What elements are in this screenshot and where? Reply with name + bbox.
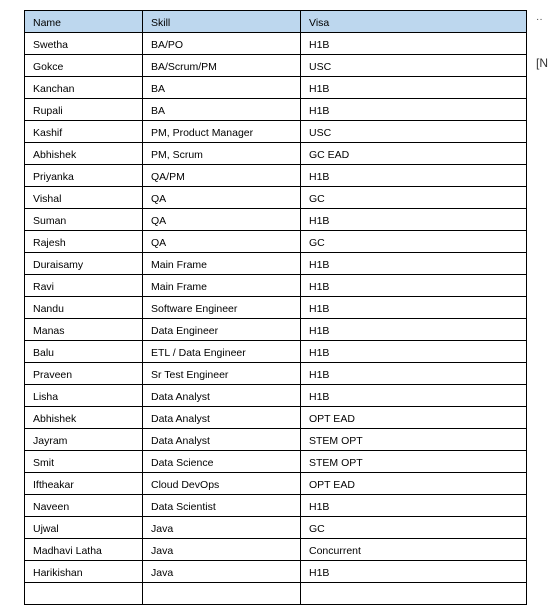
cell-visa: H1B [301, 275, 527, 297]
cell-skill: QA [143, 231, 301, 253]
table-row [25, 121, 527, 143]
cell-name: Manas [25, 319, 143, 341]
table-row [25, 451, 527, 473]
cell-visa: H1B [301, 165, 527, 187]
cell-visa: H1B [301, 319, 527, 341]
cell-skill: Data Analyst [143, 407, 301, 429]
column-header-name: Name [25, 11, 143, 33]
cell-name: Harikishan [25, 561, 143, 583]
cell-name: Ujwal [25, 517, 143, 539]
cell-name: Nandu [25, 297, 143, 319]
table-row [25, 341, 527, 363]
cell-name: Rupali [25, 99, 143, 121]
column-header-visa: Visa [301, 11, 527, 33]
cell-name: Kashif [25, 121, 143, 143]
table-row [25, 385, 527, 407]
cell-name: Rajesh [25, 231, 143, 253]
cell-skill: BA [143, 77, 301, 99]
cell-skill: QA [143, 187, 301, 209]
cell-visa: H1B [301, 561, 527, 583]
table-row [25, 55, 527, 77]
cell-skill: BA [143, 99, 301, 121]
cell-skill: Java [143, 539, 301, 561]
cell-name: Priyanka [25, 165, 143, 187]
cell-skill: Data Science [143, 451, 301, 473]
cell-visa: H1B [301, 363, 527, 385]
table-row [25, 253, 527, 275]
cell-visa: H1B [301, 341, 527, 363]
cell-visa: H1B [301, 99, 527, 121]
cell-visa: OPT EAD [301, 407, 527, 429]
cell-skill: BA/PO [143, 33, 301, 55]
cell-name: Swetha [25, 33, 143, 55]
cell-skill: QA [143, 209, 301, 231]
cell-visa: USC [301, 121, 527, 143]
cell-visa: GC [301, 231, 527, 253]
cell-visa: GC EAD [301, 143, 527, 165]
cell-visa: H1B [301, 33, 527, 55]
cell-skill: Data Analyst [143, 429, 301, 451]
cell-skill: Cloud DevOps [143, 473, 301, 495]
cell-skill: Sr Test Engineer [143, 363, 301, 385]
table-row [25, 187, 527, 209]
cell-name: Vishal [25, 187, 143, 209]
table-row [25, 165, 527, 187]
table-row [25, 297, 527, 319]
table-row [25, 539, 527, 561]
cell-name: Praveen [25, 363, 143, 385]
cell-skill: Software Engineer [143, 297, 301, 319]
cell-name: Madhavi Latha [25, 539, 143, 561]
cell-name: Iftheakar [25, 473, 143, 495]
cell-name: Smit [25, 451, 143, 473]
cell-skill: PM, Scrum [143, 143, 301, 165]
cell-visa: OPT EAD [301, 473, 527, 495]
table-row [25, 517, 527, 539]
roster-table [24, 10, 527, 605]
table-row [25, 407, 527, 429]
cell-name: Balu [25, 341, 143, 363]
cell-visa: H1B [301, 385, 527, 407]
cell-visa: Concurrent [301, 539, 527, 561]
cell-skill [143, 583, 301, 605]
cell-name: Abhishek [25, 407, 143, 429]
table-row [25, 33, 527, 55]
margin-comment-marker: [N [536, 56, 548, 70]
cell-visa: H1B [301, 297, 527, 319]
cell-skill: ETL / Data Engineer [143, 341, 301, 363]
table-row [25, 231, 527, 253]
table-row [25, 319, 527, 341]
cell-name: Abhishek [25, 143, 143, 165]
cell-skill: Main Frame [143, 253, 301, 275]
table-row [25, 583, 527, 605]
cell-visa: H1B [301, 209, 527, 231]
cell-visa [301, 583, 527, 605]
cell-skill: Data Engineer [143, 319, 301, 341]
column-header-skill: Skill [143, 11, 301, 33]
table-row [25, 209, 527, 231]
cell-name: Duraisamy [25, 253, 143, 275]
cell-skill: Main Frame [143, 275, 301, 297]
cell-skill: QA/PM [143, 165, 301, 187]
cell-skill: PM, Product Manager [143, 121, 301, 143]
cell-name [25, 583, 143, 605]
cell-name: Ravi [25, 275, 143, 297]
cell-visa: STEM OPT [301, 429, 527, 451]
cell-name: Suman [25, 209, 143, 231]
table-row [25, 363, 527, 385]
cell-visa: GC [301, 187, 527, 209]
cell-name: Kanchan [25, 77, 143, 99]
table-row [25, 143, 527, 165]
cell-skill: Data Scientist [143, 495, 301, 517]
table-row [25, 561, 527, 583]
cell-name: Gokce [25, 55, 143, 77]
cell-skill: Java [143, 517, 301, 539]
table-row [25, 473, 527, 495]
cell-skill: BA/Scrum/PM [143, 55, 301, 77]
cell-visa: USC [301, 55, 527, 77]
table-row [25, 275, 527, 297]
margin-ellipsis-mark: ·· [536, 14, 543, 25]
cell-skill: Data Analyst [143, 385, 301, 407]
table-row [25, 99, 527, 121]
header-row [25, 11, 527, 33]
table-header [25, 11, 527, 33]
cell-visa: GC [301, 517, 527, 539]
cell-name: Naveen [25, 495, 143, 517]
cell-name: Jayram [25, 429, 143, 451]
cell-skill: Java [143, 561, 301, 583]
table-body [25, 33, 527, 605]
table-row [25, 77, 527, 99]
cell-visa: H1B [301, 495, 527, 517]
cell-visa: H1B [301, 253, 527, 275]
table-row [25, 495, 527, 517]
table-row [25, 429, 527, 451]
cell-visa: H1B [301, 77, 527, 99]
cell-name: Lisha [25, 385, 143, 407]
cell-visa: STEM OPT [301, 451, 527, 473]
